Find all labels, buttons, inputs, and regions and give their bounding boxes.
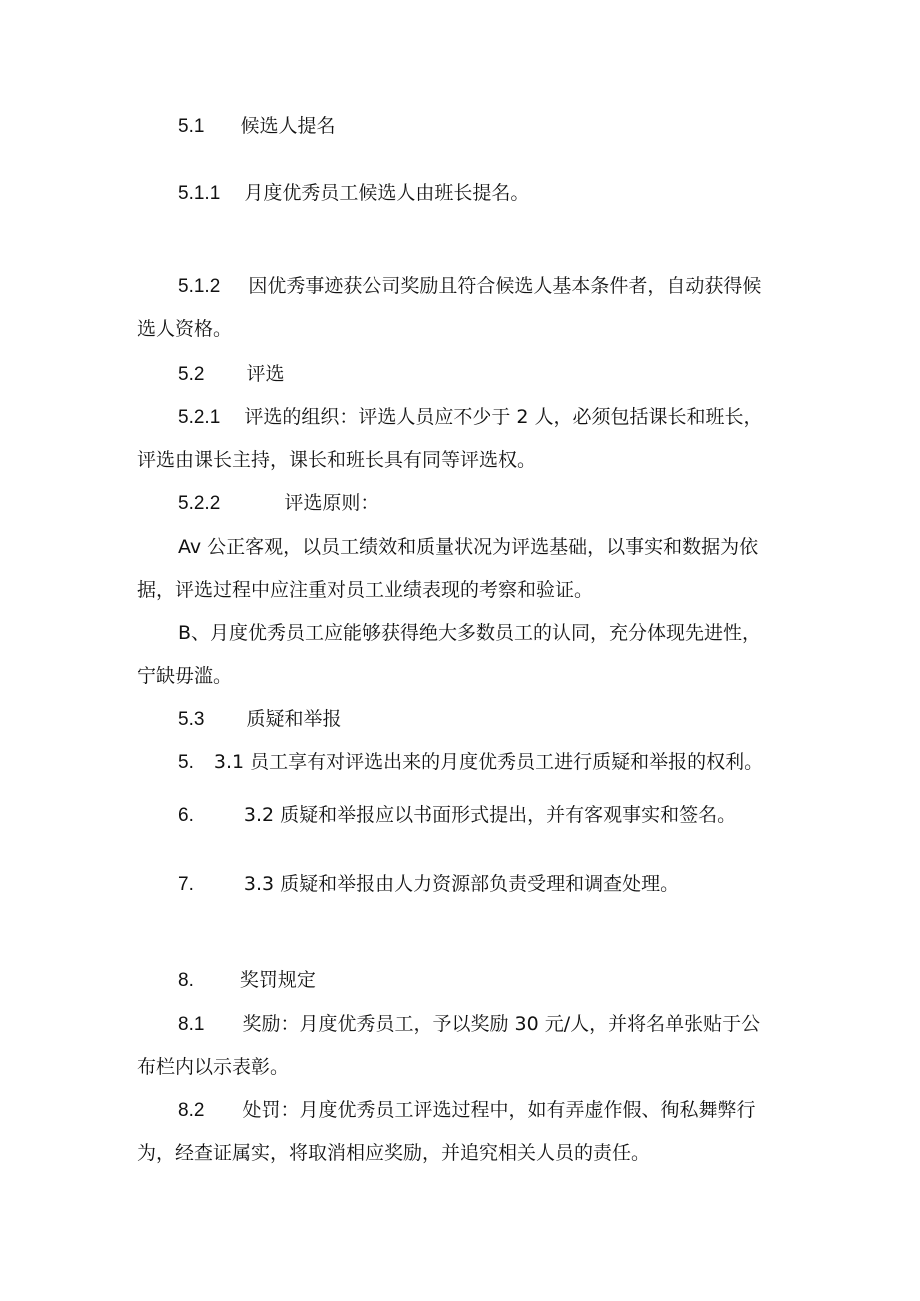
section-number: 5. <box>178 752 194 773</box>
paragraph-6 <box>178 803 736 827</box>
paragraph-8-2 <box>178 1098 755 1122</box>
paragraph-8-2-cont: 为，经查证属实，将取消相应奖励，并追究相关人员的责任。 <box>137 1142 651 1164</box>
section-number: 5.2.1 <box>178 407 221 428</box>
section-number: 5.3 <box>178 709 205 730</box>
paragraph-5-2-2 <box>178 491 379 515</box>
heading-5-1 <box>178 114 335 138</box>
section-number: 5.1 <box>178 116 205 137</box>
section-number: 7. <box>178 874 194 895</box>
paragraph-text: 处罚：月度优秀员工评选过程中，如有弄虚作假、徇私舞弊行 <box>242 1099 756 1121</box>
paragraph-5-1-2-cont: 选人资格。 <box>137 318 233 340</box>
paragraph-8-1-cont: 布栏内以示表彰。 <box>137 1056 290 1078</box>
section-number: 5.1.2 <box>178 276 221 297</box>
paragraph-b: B、月度优秀员工应能够获得绝大多数员工的认同，充分体现先进性， <box>178 622 762 644</box>
paragraph-text: 3.3 质疑和举报由人力资源部负责受理和调查处理。 <box>243 873 680 895</box>
paragraph-text: 评选的组织：评选人员应不少于 2 人，必须包括课长和班长， <box>244 406 763 428</box>
section-number: 5.2 <box>178 364 205 385</box>
paragraph-text: 3.2 质疑和举报应以书面形式提出，并有客观事实和签名。 <box>243 804 737 826</box>
heading-5-3 <box>178 707 341 731</box>
paragraph-b-cont: 宁缺毋滥。 <box>137 665 233 687</box>
section-number: 6. <box>178 805 194 826</box>
paragraph-7 <box>178 872 679 896</box>
heading-8 <box>178 968 316 992</box>
paragraph-5-3-1 <box>178 750 763 774</box>
paragraph-a: Av 公正客观，以员工绩效和质量状况为评选基础，以事实和数据为依 <box>178 536 759 558</box>
section-title: 质疑和举报 <box>246 708 342 730</box>
section-title: 候选人提名 <box>240 115 336 137</box>
section-number: 8. <box>178 970 194 991</box>
paragraph-text: 3.1 员工享有对评选出来的月度优秀员工进行质疑和举报的权利。 <box>213 751 764 773</box>
paragraph-text: 因优秀事迹获公司奖励且符合候选人基本条件者，自动获得候 <box>248 275 762 297</box>
paragraph-text: 奖励：月度优秀员工，予以奖励 30 元/人，并将名单张贴于公 <box>242 1013 761 1035</box>
heading-5-2 <box>178 362 284 386</box>
section-number: 8.2 <box>178 1100 205 1121</box>
section-title: 评选 <box>246 363 285 385</box>
section-number: 5.2.2 <box>178 493 221 514</box>
paragraph-5-1-1 <box>178 181 529 205</box>
paragraph-5-1-2 <box>178 274 761 298</box>
paragraph-5-2-1-cont: 评选由课长主持，课长和班长具有同等评选权。 <box>137 449 537 471</box>
paragraph-text: 月度优秀员工候选人由班长提名。 <box>244 182 530 204</box>
paragraph-a-cont: 据，评选过程中应注重对员工业绩表现的考察和验证。 <box>137 579 594 601</box>
section-number: 5.1.1 <box>178 183 221 204</box>
section-number: 8.1 <box>178 1014 205 1035</box>
section-title: 奖罚规定 <box>239 969 316 991</box>
paragraph-8-1 <box>178 1012 760 1036</box>
paragraph-5-2-1 <box>178 405 762 429</box>
paragraph-text: 评选原则： <box>284 492 380 514</box>
